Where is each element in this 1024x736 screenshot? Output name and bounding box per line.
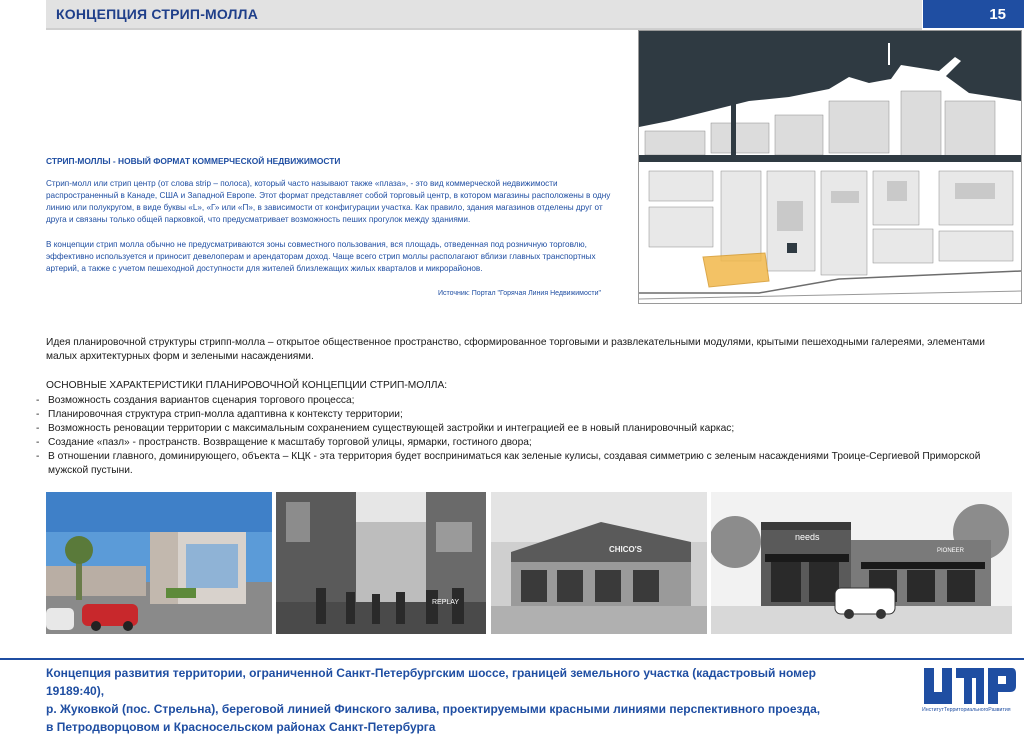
replay-sign: REPLAY <box>432 599 460 606</box>
dash-bullet: - <box>36 409 40 420</box>
list-item: - Возможность создания вариантов сценария торгового процесса; <box>36 395 355 406</box>
list-item: - Создание «пазл» - пространств. Возвращение к масштабу торговой улицы, ярмарки, гостиного двора; <box>36 437 532 448</box>
dash-bullet: - <box>36 437 40 448</box>
site-plan-map <box>638 30 1022 304</box>
footer-line-3: в Петродворцовом и Красносельском районах Санкт-Петербурга <box>46 720 436 734</box>
footer-line-1: Концепция развития территории, ограниченной Санкт-Петербургским шоссе, границей земельного участка (кадастровый номер 19189:40), <box>46 666 817 698</box>
page-title: КОНЦЕПЦИЯ СТРИП-МОЛЛА <box>56 6 259 22</box>
list-item: - Планировочная структура стрип-молла адаптивна к контексту территории; <box>36 409 403 420</box>
dash-bullet: - <box>36 451 40 462</box>
characteristics-heading: ОСНОВНЫЕ ХАРАКТЕРИСТИКИ ПЛАНИРОВОЧНОЙ КОНЦЕПЦИИ СТРИП-МОЛЛА: <box>46 380 448 391</box>
source-note: Источник: Портал "Горячая Линия Недвижимости" <box>438 290 601 297</box>
photo-storefront <box>491 492 707 634</box>
photo-shopping-street <box>276 492 486 634</box>
footer-project-description <box>46 664 846 736</box>
dash-bullet: - <box>36 395 40 406</box>
intro-paragraph-2: В концепции стрип молла обычно не предусматриваются зоны совместного пользования, вся площадь, отведенная под розничную торговлю, эффективно используется и приносит девелоперам и арендаторам доход. Чаще всего стрип моллы располагают вблизи главных транспортных артерий, а также с учетом пешеходной доступности для жителей близлежащих жилых кварталов и микрорайонов. <box>46 240 596 273</box>
intro-paragraph-1: Стрип-молл или стрип центр (от слова strip – полоса), который часто называют также «плаза», - это вид коммерческой недвижимости распространенный в Канаде, США и Западной Европе. Этот формат представляет собой торговый центр, в котором магазины расположены в одну линию или полукругом, в виде буквы «L», «Г» или «П», в зависимости от конфигурации участка. Как правило, здания магазинов отделены друг от друга и связаны только общей парковкой, что предусматривает возможность пеших прогулок между зданиями. <box>46 179 611 224</box>
photo-shopping-center <box>46 492 272 634</box>
intro-heading: СТРИП-МОЛЛЫ - НОВЫЙ ФОРМАТ КОММЕРЧЕСКОЙ НЕДВИЖИМОСТИ <box>46 156 341 166</box>
photo-retail-sketch <box>711 492 1012 634</box>
chicos-sign: CHICO'S <box>609 545 643 554</box>
page-number: 15 <box>923 0 1024 28</box>
pioneer-sign: PIONEER <box>937 548 965 554</box>
dash-bullet: - <box>36 423 40 434</box>
list-item: - В отношении главного, доминирующего, объекта – КЦК - эта территория будет восприниматься как зеленые кулисы, создавая симметрию с зеленым насаждениями Троице-Сергиевой Приморской мужской пустыни. <box>36 451 981 476</box>
itr-logo <box>922 664 1016 708</box>
footer-divider <box>0 658 1024 660</box>
concept-idea-text: Идея планировочной структуры стрипп-молла – открытое общественное пространство, сформированное торговыми и развлекательными модулями, крытыми пешеходными галереями, элементами малых архитектурных форм и зелеными насаждениями. <box>46 337 985 362</box>
logo-subtitle: ИнститутТерриториальногоРазвития <box>922 707 1011 713</box>
list-item: - Возможность реновации территории с максимальным сохранением существующей застройки и интеграцией ее в новый планировочный каркас; <box>36 423 735 434</box>
needs-sign: needs <box>795 532 820 542</box>
footer-line-2: р. Жуковкой (пос. Стрельна), береговой линией Финского залива, проектируемыми красными линиями перспективного проезда, <box>46 702 821 716</box>
characteristics-list <box>36 394 1004 478</box>
